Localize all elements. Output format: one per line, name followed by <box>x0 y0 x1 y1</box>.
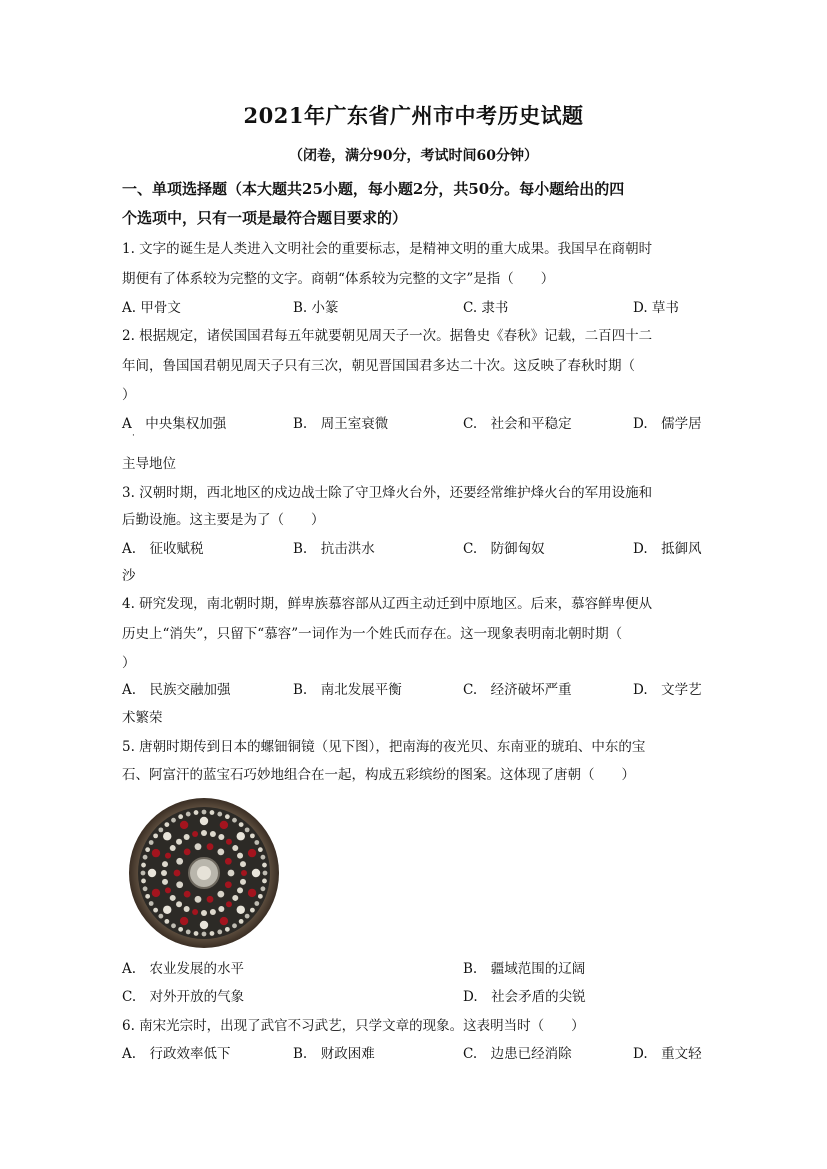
question-2-line-1: 2. 根据规定，诸侯国国君每五年就要朝见周天子一次。据鲁史《春秋》记载，二百四十二 <box>122 328 653 344</box>
section-heading-line-2: 个选项中，只有一项是最符合题目要求的） <box>122 209 408 227</box>
question-2-line-2: 年间，鲁国国君朝见周天子只有三次，朝见晋国国君多达二十次。这反映了春秋时期（ <box>122 358 635 374</box>
question-2-option-c: C. 社会和平稳定 <box>463 416 572 432</box>
question-6-line-1: 6. 南宋光宗时，出现了武官不习武艺，只学文章的现象。这表明当时（ ） <box>122 1018 585 1034</box>
question-2-option-a: A 中央集权加强 <box>122 416 227 432</box>
question-2-option-b: B. 周王室衰微 <box>293 416 389 432</box>
question-1-option-b: B. 小篆 <box>293 300 339 316</box>
stray-dot: · <box>132 431 135 441</box>
section-heading <box>122 175 702 233</box>
question-4-option-a: A. 民族交融加强 <box>122 682 231 698</box>
question-6-option-b: B. 财政困难 <box>293 1046 375 1062</box>
page-title: 2021年广东省广州市中考历史试题 <box>243 103 584 128</box>
exam-subtitle: （闭卷，满分90分，考试时间60分钟） <box>289 148 538 164</box>
question-4-line-3: ） <box>122 655 136 671</box>
question-4-line-2: 历史上“消失”，只留下“慕容”一词作为一个姓氏而存在。这一现象表明南北朝时期（ <box>122 626 623 642</box>
question-6-option-c: C. 边患已经消除 <box>463 1046 572 1062</box>
question-5-option-b: B. 疆域范围的辽阔 <box>463 961 586 977</box>
question-5-line-1: 5. 唐朝时期传到日本的螺钿铜镜（见下图），把南海的夜光贝、东南亚的琥珀、中东的宝 <box>122 739 646 755</box>
question-5-line-2: 石、阿富汗的蓝宝石巧妙地组合在一起，构成五彩缤纷的图案。这体现了唐朝（ ） <box>122 767 635 783</box>
question-1-option-a: A. 甲骨文 <box>122 300 181 316</box>
question-5-option-c: C. 对外开放的气象 <box>122 989 245 1005</box>
question-1-line-2: 期便有了体系较为完整的文字。商朝“体系较为完整的文字”是指（ ） <box>122 271 555 287</box>
question-4-line-1: 4. 研究发现，南北朝时期，鲜卑族慕容部从辽西主动迁到中原地区。后来，慕容鲜卑便从 <box>122 596 653 612</box>
question-4-option-c: C. 经济破坏严重 <box>463 682 572 698</box>
question-1-line-1: 1. 文字的诞生是人类进入文明社会的重要标志，是精神文明的重大成果。我国早在商朝时 <box>122 241 653 257</box>
question-3-line-2: 后勤设施。这主要是为了（ ） <box>122 512 325 528</box>
question-4-option-d: D. 文学艺 <box>633 682 702 698</box>
section-heading-line-1: 一、单项选择题（本大题共25小题，每小题2分，共50分。每小题给出的四 <box>122 180 625 198</box>
question-3-line-1: 3. 汉朝时期，西北地区的戍边战士除了守卫烽火台外，还要经常维护烽火台的军用设施和 <box>122 485 653 501</box>
question-6-option-a: A. 行政效率低下 <box>122 1046 231 1062</box>
tang-mirror-image <box>128 797 280 949</box>
question-3-option-b: B. 抗击洪水 <box>293 541 375 557</box>
question-2-line-3: ） <box>122 387 136 403</box>
question-1-option-d: D. 草书 <box>633 300 679 316</box>
question-2-option-d: D. 儒学居 <box>633 416 702 432</box>
question-3-option-d: D. 抵御风 <box>633 541 702 557</box>
question-3-option-d-continued: 沙 <box>122 568 136 584</box>
question-5-option-d: D. 社会矛盾的尖锐 <box>463 989 586 1005</box>
question-3-option-c: C. 防御匈奴 <box>463 541 545 557</box>
question-2-option-d-continued: 主导地位 <box>122 456 176 472</box>
question-3-option-a: A. 征收赋税 <box>122 541 204 557</box>
question-1-option-c: C. 隶书 <box>463 300 509 316</box>
question-4-option-b: B. 南北发展平衡 <box>293 682 402 698</box>
question-6-option-d: D. 重文轻 <box>633 1046 702 1062</box>
question-4-option-d-continued: 术繁荣 <box>122 710 163 726</box>
question-5-option-a: A. 农业发展的水平 <box>122 961 245 977</box>
